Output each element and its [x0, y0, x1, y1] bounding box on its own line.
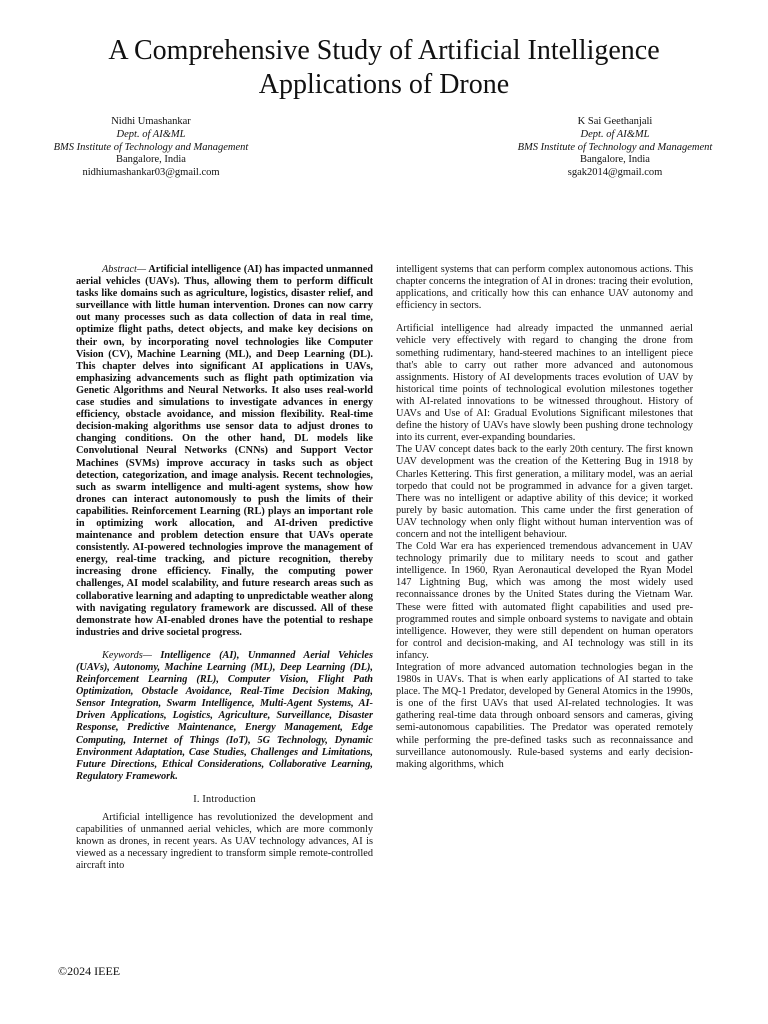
author-location: Bangalore, India [116, 154, 186, 166]
author-block-2 [490, 116, 740, 180]
abstract-label: Abstract— [102, 264, 147, 275]
body-paragraph: Artificial intelligence had already impacted the unmanned aerial vehicle very effectively with regard to changing the drone from something rudimentary, hand-steered machines to an intelligent piece that's able to carry out rather more advanced and autonomous assignments. History of AI developments traces evolution of UAV by historical time points of technological evolution milestones together with AI-related innovations to be witnessed throughout. History of UAVs and Use of AI: Gradual Evolutions Significant milestones that define the history of UAVs have slowly been pushing drone technology into its current, ever-expanding boundaries. [396, 323, 693, 444]
author-dept: Dept. of AI&ML [116, 128, 186, 140]
body-paragraph: intelligent systems that can perform complex autonomous actions. This chapter concerns the integration of AI in drones: tracing their evolution, applications, and critically how this can enhance UAV autonomy and efficiency in sectors. [396, 264, 693, 312]
left-column [76, 264, 373, 873]
right-column [396, 264, 693, 771]
abstract-text: Artificial intelligence (AI) has impacted unmanned aerial vehicles (UAVs). Thus, allowing them to perform difficult tasks like domains such as agriculture, logistics, disaster relief, and surveillance with little human intervention. Drones can now carry out many processes such as data collection of data in real time, optimize flight paths, detect objects, and make key decisions on their own, by incorporating novel technologies like Computer Vision (CV), Machine Learning (ML), and Deep Learning (DL). This chapter delves into significant AI applications in UAVs, emphasizing advancements such as flight path optimization via Genetic Algorithms and Neural Networks. It also uses real-world case studies and simulations to investigate advances in energy efficiency, obstacle avoidance, and mission flexibility. Real-time decision-making algorithms use sensor data to adjust drones to changing conditions. On the other hand, DL models like Convolutional Neural Networks (CNNs) and Support Vector Machines (SVMs) improve accuracy in tasks such as object detection, categorization, and image analysis. Recent technologies, such as swarm intelligence and multi-agent systems, show how drones can interact autonomously to push the limits of their capabilities. Reinforcement Learning (RL) plays an important role in optimizing work allocation, and AI-driven predictive maintenance and problem detection ensure that UAVs operate consistently. AI-powered technologies improve the management of energy, real-time tracking, and picture recognition, thereby increasing drone efficiency. Finally, the computing power challenges, AI model scalability, and future research areas such as collaborative learning and adapting to unpredictable weather along with navigating regulatory framework are discussed. All of these demonstrate how AI-enabled drones have the potential to reshape industries and drive societal progress. [76, 264, 373, 638]
paper-title: A Comprehensive Study of Artificial Intelligence Applications of Drone [108, 35, 660, 100]
copyright-footer: ©2024 IEEE [58, 964, 121, 978]
author-block-1 [26, 116, 276, 180]
body-paragraph: The UAV concept dates back to the early 20th century. The first known UAV development was the creation of the Kettering Bug in 1918 by Charles Kettering. This first generation, a military model, was an aerial torpedo that could not be programmed in advance for a given target. There was no intelligent or adaptive ability of this device; it worked purely by basic automation. This came under the first generation of UAV technology when only flight without human intervention was of concern and not the intelligent behaviour. [396, 444, 693, 540]
author-dept: Dept. of AI&ML [580, 128, 650, 140]
author-name: K Sai Geethanjali [577, 116, 653, 127]
abstract [76, 264, 373, 639]
keywords-text: Intelligence (AI), Unmanned Aerial Vehicles (UAVs), Autonomy, Machine Learning (ML), Deep Learning (DL), Reinforcement Learning (RL), Computer Vision, Flight Path Optimization, Obstacle Avoidance, Real-Time Decision Making, Sensor Integration, Swarm Intelligence, Multi-Agent Systems, AI-Driven Applications, Logistics, Agriculture, Surveillance, Disaster Response, Predictive Maintenance, Energy Management, Edge Computing, Internet of Things (IoT), 5G Technology, Dynamic Environment Adaptation, Case Studies, Challenges and Limitations, Future Directions, Ethical Considerations, Collaborative Learning, Regulatory Framework. [76, 649, 373, 782]
body-paragraph: The Cold War era has experienced tremendous advancement in UAV technology primarily due to military needs to scout and gather intelligence. In 1960, Ryan Aeronautical developed the Ryan Model 147 Lightning Bug, which was among the most widely used reconnaissance drones by the United States during the Vietnam War. These were fitted with automated flight capabilities and used pre-programmed routes and simple onboard systems to navigate and obtain intelligence. However, they were still dependent on human operators for control and decision-making, and AI technology was still in its infancy. [396, 541, 693, 661]
keywords-label: Keywords— [102, 649, 152, 661]
author-email: sgak2014@gmail.com [567, 167, 663, 179]
body-paragraph: Integration of more advanced automation technologies began in the 1980s in UAVs. That is when early applications of AI started to take place. The MQ-1 Predator, developed by General Atomics in the 1990s, is one of the first UAVs that used AI-related technologies. It was gathering real-time data through onboard sensors and cameras, giving semi-autonomous capabilities. The Predator was operated remotely while performing the pre-defined tasks such as reconnaissance and surveillance autonomously. Rule-based systems and early decision-making algorithms, which [396, 662, 693, 770]
author-institute: BMS Institute of Technology and Management [53, 141, 249, 153]
author-institute: BMS Institute of Technology and Management [517, 141, 713, 153]
author-location: Bangalore, India [580, 154, 650, 166]
keywords [76, 650, 373, 783]
author-email: nidhiumashankar03@gmail.com [82, 167, 220, 179]
intro-paragraph: Artificial intelligence has revolutionized the development and capabilities of unmanned aerial vehicles, which are more commonly known as drones, in recent years. As UAV technology advances, AI is viewed as a necessary ingredient to transform simple remote-controlled aircraft into [76, 812, 373, 872]
section-heading-introduction: I. Introduction [193, 793, 256, 805]
author-name: Nidhi Umashankar [111, 116, 191, 127]
